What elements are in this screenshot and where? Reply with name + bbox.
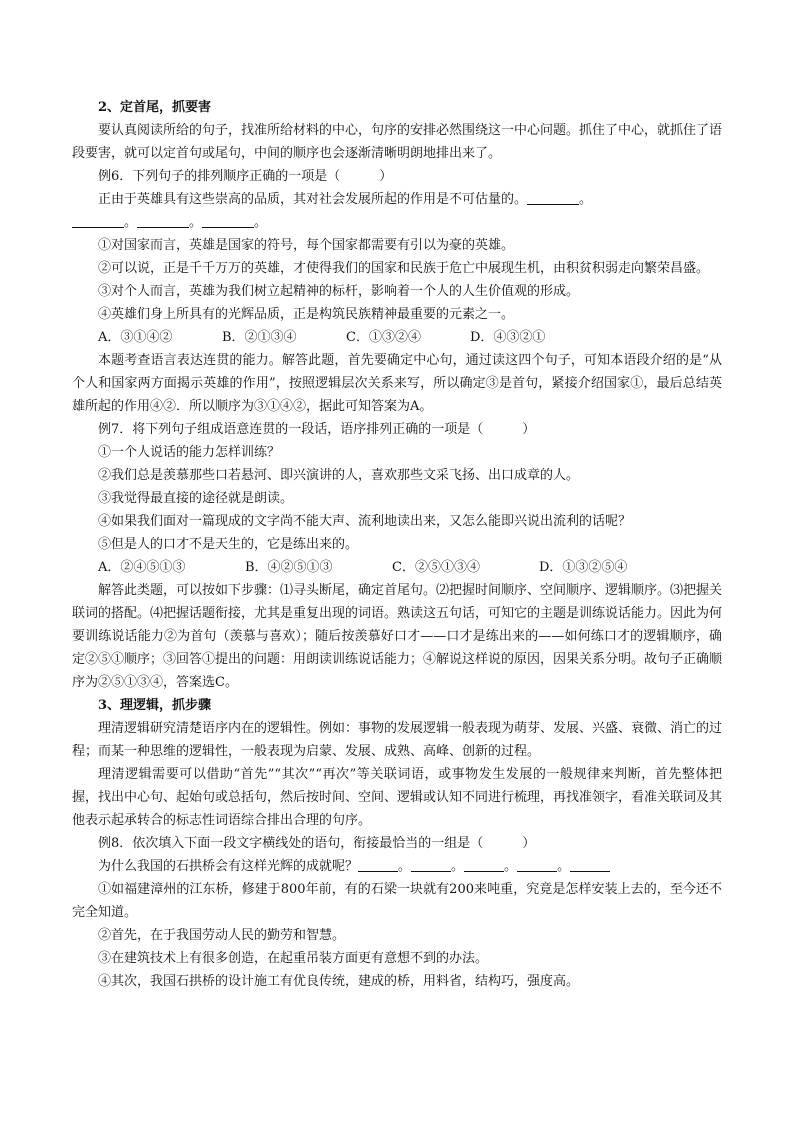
example-7-answer: 解答此类题，可以按如下步骤：⑴寻头断尾，确定首尾句。⑵把握时间顺序、空间顺序、逻辑顺序。⑶把握关联词的搭配。⑷把握话题衔接，尤其是重复出现的词语。熟读这五句话，可知它的主题是训练说话能力。因此为何要训练说话能力②为首句（羡慕与喜欢）；随后按羡慕好口才——口才是练出来的——如何练口才的逻辑顺序，确定②⑤①顺序；③回答①提出的问题：用朗读训练说话能力；④解说这样说的原因，因果关系分明。故句子正确顺序为②⑤①③④，答案选C。 [72, 583, 723, 690]
example-7-sentence-2: ②我们总是羡慕那些口若悬河、即兴演讲的人，喜欢那些文采飞扬、出口成章的人。 [98, 468, 580, 483]
example-8-question: 例8．依次填入下面一段文字横线处的语句，衔接最恰当的一组是（ ） [98, 836, 536, 851]
example-6-blanks [72, 211, 722, 234]
section-2-intro: 要认真阅读所给的句子，找准所给材料的中心，句序的安排必然围绕这一中心问题。抓住了中心，就抓住了语段要害，就可以定首句或尾句，中间的顺序也会逐渐清晰明朗地排出来了。 [72, 123, 723, 161]
example-8-lead-text: 为什么我国的石拱桥会有这样光辉的成就呢？ [98, 859, 359, 874]
example-8-sentence-2: ②首先，在于我国劳动人民的勤劳和智慧。 [98, 928, 346, 943]
section-heading-3: 3、理逻辑，抓步骤 [98, 698, 212, 713]
example-7-sentence-5: ⑤但是人的口才不是天生的，它是练出来的。 [98, 537, 359, 552]
punctuation: 。 [124, 215, 138, 230]
example-7-question: 例7．将下列句子组成语意连贯的一段话，语序排列正确的一项是（ ） [98, 422, 536, 437]
example-7-sentence-4: ④如果我们面对一篇现成的文字尚不能大声、流利地读出来，又怎么能即兴说出流利的话呢？ [98, 514, 632, 529]
document-content [72, 96, 722, 993]
example-8-lead [72, 855, 722, 878]
option-d: D．①③②⑤④ [539, 560, 628, 575]
section-3-paragraph-2: 理清逻辑需要可以借助“首先”“其次”“再次”等关联词语，或事物发生发展的一般规律来判断，首先整体把握，找出中心句、起始句或总括句，然后按时间、空间、逻辑或认知不同进行梳理，再找准领字，看准关联词及其他表示起承转合的标志性词语综合排出合理的句序。 [72, 767, 723, 828]
fill-blank [570, 857, 610, 872]
option-b: B．②①③④ [222, 330, 297, 345]
fill-blank [72, 213, 124, 228]
punctuation: 。 [451, 859, 465, 874]
punctuation: 。 [504, 859, 518, 874]
example-6-question: 例6．下列句子的排列顺序正确的一项是（ ） [98, 169, 393, 184]
punctuation: 。 [398, 859, 412, 874]
example-7-sentence-3: ③我觉得最直接的途径就是朗读。 [98, 491, 294, 506]
fill-blank [527, 190, 579, 205]
example-6-options [72, 326, 722, 349]
option-c: C．②⑤①③④ [392, 560, 480, 575]
example-6-lead-text: 正由于英雄具有这些崇高的品质，其对社会发展所起的作用是不可估量的。 [98, 192, 528, 207]
example-8-sentence-3: ③在建筑技术上有很多创造，在起重吊装方面更有意想不到的办法。 [98, 951, 489, 966]
example-6-sentence-2: ②可以说，正是千千万万的英雄，才使得我们的国家和民族于危亡中展现生机，由积贫积弱走向繁荣昌盛。 [98, 261, 710, 276]
example-7-sentence-1: ①一个人说话的能力怎样训练？ [98, 445, 281, 460]
example-6-sentence-3: ③对个人而言，英雄为我们树立起精神的标杆，影响着一个人的人生价值观的形成。 [98, 284, 580, 299]
fill-blank [464, 857, 504, 872]
option-a: A．②④⑤①③ [98, 560, 186, 575]
punctuation: 。 [557, 859, 571, 874]
example-6-sentence-1: ①对国家而言，英雄是国家的符号，每个国家都需要有引以为豪的英雄。 [98, 238, 515, 253]
punctuation: 。 [254, 215, 268, 230]
option-c: C．①③②④ [346, 330, 421, 345]
section-3-paragraph-1: 理清逻辑研究清楚语序内在的逻辑性。例如：事物的发展逻辑一般表现为萌芽、发展、兴盛、衰微、消亡的过程；而某一种思维的逻辑性，一般表现为启蒙、发展、成熟、高峰、创新的过程。 [72, 721, 723, 759]
fill-blank [358, 857, 398, 872]
option-d: D．④③②① [470, 330, 546, 345]
example-6-sentence-4: ④英雄们身上所具有的光辉品质，正是构筑民族精神最重要的元素之一。 [98, 307, 515, 322]
punctuation: 。 [579, 192, 593, 207]
example-8-sentence-1: ①如福建漳州的江东桥，修建于800年前，有的石梁一块就有200来吨重，究竟是怎样安装上去的，至今还不完全知道。 [72, 882, 722, 920]
section-heading-2: 2、定首尾，抓要害 [98, 100, 212, 115]
fill-blank [202, 213, 254, 228]
example-7-options [72, 556, 722, 579]
option-b: B．④②⑤①③ [245, 560, 333, 575]
example-6-lead [72, 188, 722, 211]
fill-blank [411, 857, 451, 872]
example-6-answer: 本题考查语言表达连贯的能力。解答此题，首先要确定中心句，通过读这四个句子，可知本语段介绍的是“从个人和国家两方面揭示英雄的作用”，按照逻辑层次关系来写，所以确定③是首句，紧接介绍国家①，最后总结英雄所起的作用④②．所以顺序为③①④②，据此可知答案为A。 [72, 353, 722, 414]
fill-blank [517, 857, 557, 872]
example-8-sentence-4: ④其次，我国石拱桥的设计施工有优良传统，建成的桥，用料省，结构巧，强度高。 [98, 974, 580, 989]
option-a: A．③①④② [98, 330, 173, 345]
fill-blank [137, 213, 189, 228]
punctuation: 。 [189, 215, 203, 230]
